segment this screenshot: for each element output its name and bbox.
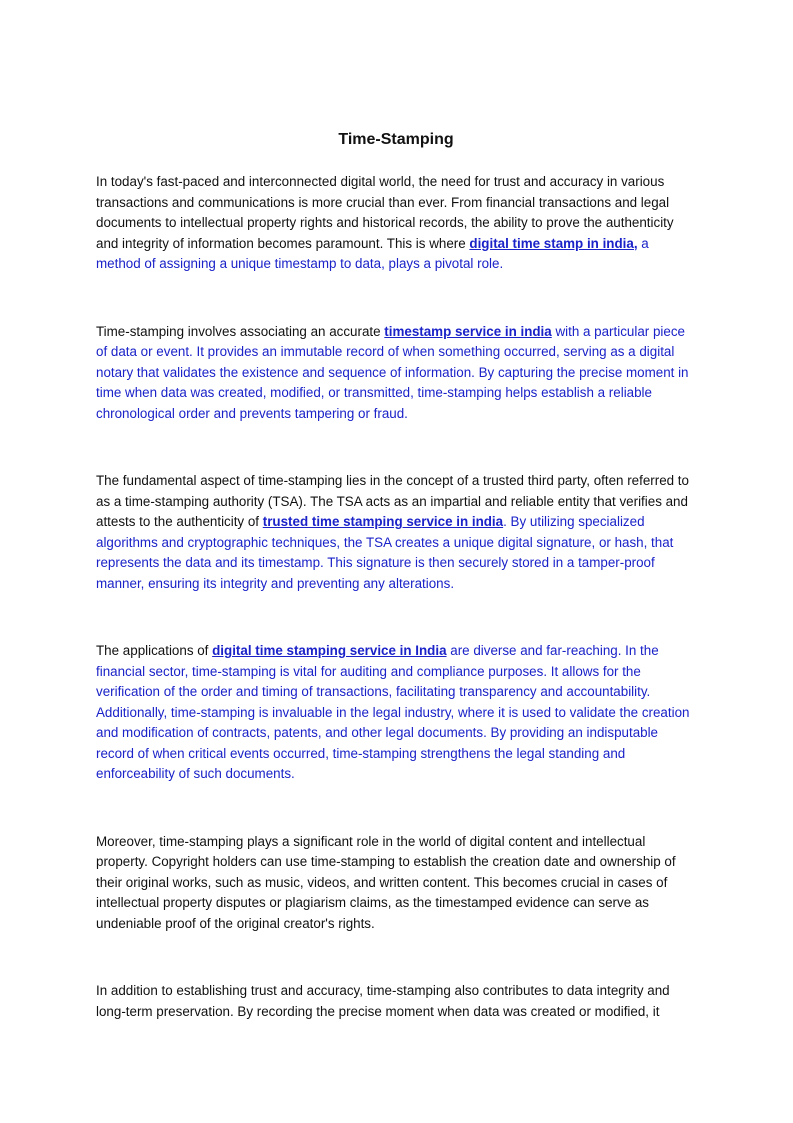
page-title: Time-Stamping [338, 131, 454, 148]
paragraph-6-text: In addition to establishing trust and accuracy, time-stamping also contributes to data integrity and long-term preservation. By recording the precise moment when data was created or modified, it [96, 983, 670, 1019]
paragraph-3-text: The fundamental aspect of time-stamping lies in the concept of a trusted third party, often referred to as a time-stamping authority (TSA). The TSA acts as an impartial and reliable entity that verifies and attests to the authenticity of [96, 473, 689, 529]
paragraph-4-text: The applications of [96, 643, 213, 658]
paragraph-3 [96, 471, 696, 594]
paragraph-1-text: In today's fast-paced and interconnected digital world, the need for trust and accuracy in various transactions and communications is more crucial than ever. From financial transactions and legal documents to intellectual property rights and historical records, the ability to prove the authenticity and integrity of information becomes paramount. This is where [96, 174, 674, 251]
paragraph-2 [96, 322, 696, 425]
paragraph-1-linked-text: a method of assigning a unique timestamp to data, plays a pivotal role. [96, 235, 649, 271]
paragraph-1 [96, 172, 696, 275]
paragraph-2-text: Time-stamping involves associating an accurate [96, 323, 385, 339]
paragraph-5 [96, 832, 696, 935]
link-digital-time-stamping-service[interactable]: digital time stamping service in India [212, 643, 447, 658]
paragraph-2-linked-text: with a particular piece of data or event. It provides an immutable record of when something occurred, serving as a digital notary that validates the existence and sequence of information. By capturing the precise moment in time when data was created, modified, or transmitted, time-stamping helps establish a reliable chronological order and prevents tampering or fraud. [96, 323, 689, 421]
link-digital-time-stamp[interactable]: digital time stamp in india, [469, 235, 638, 251]
paragraph-5-text: Moreover, time-stamping plays a significant role in the world of digital content and intellectual property. Copyright holders can use time-stamping to establish the creation date and ownership of their original works, such as music, videos, and written content. This becomes crucial in cases of intellectual property disputes or plagiarism claims, as the timestamped evidence can serve as undeniable proof of the original creator's rights. [96, 833, 676, 931]
link-trusted-time-stamping[interactable]: trusted time stamping service in india [262, 514, 504, 529]
paragraph-4-linked-text: are diverse and far-reaching. In the financial sector, time-stamping is vital for auditing and compliance purposes. It allows for the verification of the order and timing of transactions, facilitating transparency and accountability. Additionally, time-stamping is invaluable in the legal industry, where it is used to validate the creation and modification of contracts, patents, and other legal documents. By providing an indisputable record of when critical events occurred, time-stamping strengthens the legal standing and enforceability of such documents. [96, 643, 690, 781]
paragraph-6 [96, 981, 696, 1022]
paragraph-4 [96, 641, 696, 785]
paragraph-3-linked-text: . By utilizing specialized algorithms and cryptographic techniques, the TSA creates a unique digital signature, or hash, that represents the data and its timestamp. This signature is then securely stored in a tamper-proof manner, ensuring its integrity and preventing any alterations. [96, 514, 674, 591]
link-timestamp-service[interactable]: timestamp service in india [384, 323, 552, 339]
